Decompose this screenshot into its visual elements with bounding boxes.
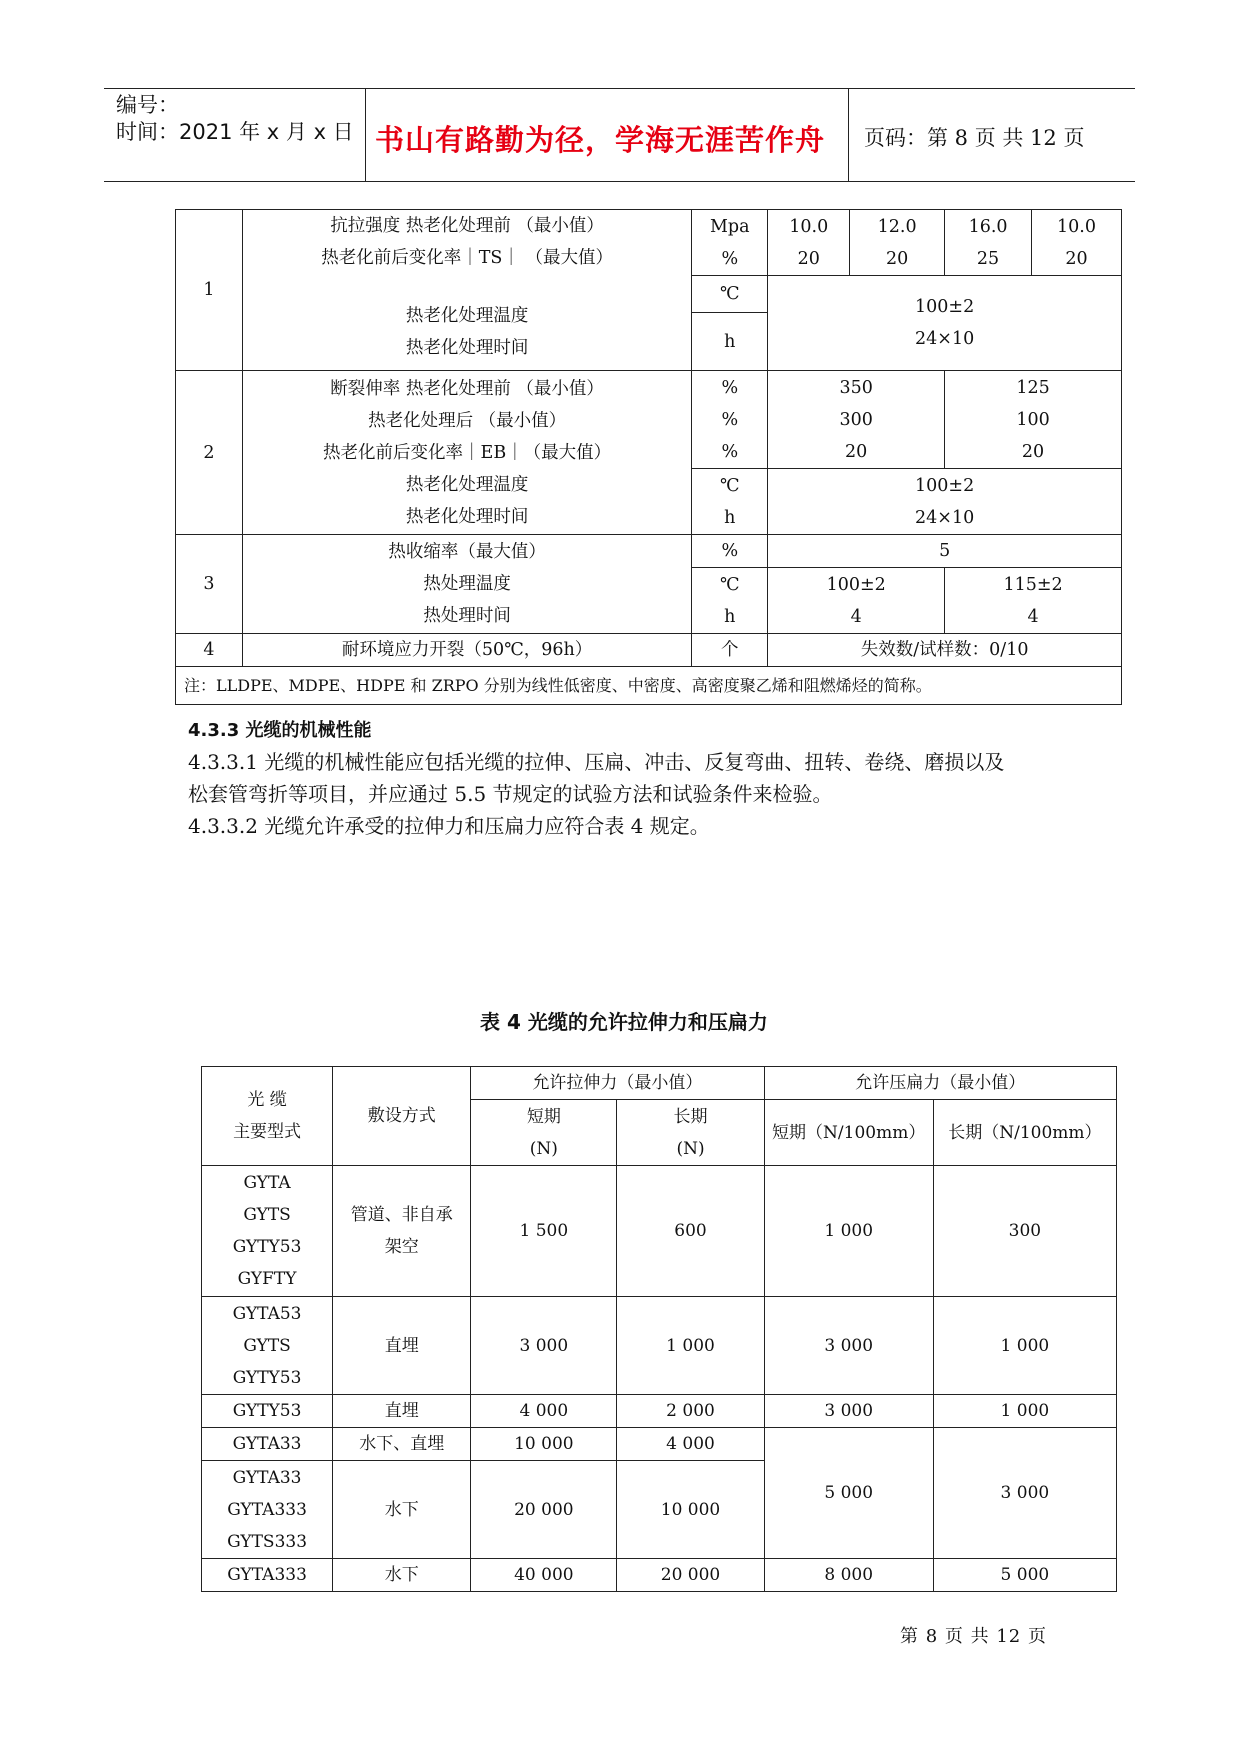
header-divider-left [365,88,366,181]
table-row [202,1559,1117,1592]
item-cell: 热收缩率（最大值） 热处理温度 热处理时间 [242,535,691,634]
header-cell: 短期（N/100mm） [764,1100,933,1166]
table-row [202,1297,1117,1395]
value-cell: 10.0 20 [768,210,850,276]
value-cell: 16.0 25 [945,210,1032,276]
header-row [202,1067,1117,1100]
section-heading: 4.3.3 光缆的机械性能 [188,720,372,741]
row-number: 4 [176,634,243,667]
value-cell: 2 000 [617,1395,764,1428]
row-number: 1 [176,210,243,371]
header-top-rule [104,88,1135,89]
table-row [202,1428,1117,1461]
value-cell: 1 500 [471,1166,617,1297]
tensile-crush-table [201,1066,1117,1592]
page-code: 页码：第 8 页 共 12 页 [864,126,1085,150]
motto: 书山有路勤为径，学海无涯苦作舟 [374,123,825,157]
value-cell: 失效数/试样数：0/10 [768,634,1122,667]
unit-cell: ℃ [692,276,768,313]
header-cell: 敷设方式 [333,1067,471,1166]
item-cell: 耐环境应力开裂（50℃，96h） [242,634,691,667]
value-cell: 10 000 [617,1461,764,1559]
value-cell: 1 000 [617,1297,764,1395]
value-cell: 1 000 [933,1297,1116,1395]
type-cell: GYTA33 [202,1428,333,1461]
value-cell: 12.0 20 [850,210,945,276]
condition-cell: 100±2 24×10 [768,469,1122,535]
value-cell: 4 000 [471,1395,617,1428]
header-bottom-rule [104,181,1135,182]
value-cell: 10 000 [471,1428,617,1461]
material-properties-table [175,209,1122,705]
value-cell: 3 000 [764,1297,933,1395]
paragraph-line: 4.3.3.2 光缆允许承受的拉伸力和压扁力应符合表 4 规定。 [188,814,710,838]
table-row [202,1395,1117,1428]
value-cell: 125 100 20 [945,371,1122,469]
unit-cell: Mpa % [692,210,768,276]
table-row [176,535,1122,568]
header-cell: 短期 (N) [471,1100,617,1166]
value-cell: 20 000 [471,1461,617,1559]
time-label: 时间：2021 年 x 月 x 日 [116,120,354,144]
value-cell: 40 000 [471,1559,617,1592]
value-cell: 100±2 4 [768,568,945,634]
method-cell: 管道、非自承 架空 [333,1166,471,1297]
header-divider-right [848,88,849,181]
value-cell: 350 300 20 [768,371,945,469]
value-cell: 115±2 4 [945,568,1122,634]
value-cell: 1 000 [933,1395,1116,1428]
value-cell: 1 000 [764,1166,933,1297]
table-row [202,1166,1117,1297]
page-footer: 第 8 页 共 12 页 [900,1626,1047,1647]
value-cell: 8 000 [764,1559,933,1592]
paragraph-line: 4.3.3.1 光缆的机械性能应包括光缆的拉伸、压扁、冲击、反复弯曲、扭转、卷绕、磨损以及 [188,750,1005,774]
type-cell: GYTA33 GYTA333 GYTS333 [202,1461,333,1559]
table-row [176,371,1122,469]
unit-cell: ℃ h [692,469,768,535]
table-row [176,667,1122,705]
unit-cell: % % % [692,371,768,469]
value-cell: 5 [768,535,1122,568]
type-cell: GYTA53 GYTS GYTY53 [202,1297,333,1395]
type-cell: GYTA333 [202,1559,333,1592]
method-cell: 直埋 [333,1297,471,1395]
header-cell: 光 缆 主要型式 [202,1067,333,1166]
value-cell: 20 000 [617,1559,764,1592]
row-number: 2 [176,371,243,535]
method-cell: 水下 [333,1461,471,1559]
value-cell: 3 000 [471,1297,617,1395]
unit-cell: 个 [692,634,768,667]
value-cell: 600 [617,1166,764,1297]
value-cell: 10.0 20 [1032,210,1122,276]
value-cell: 4 000 [617,1428,764,1461]
table-caption: 表 4 光缆的允许拉伸力和压扁力 [480,1010,768,1034]
value-cell: 300 [933,1166,1116,1297]
table-note: 注：LLDPE、MDPE、HDPE 和 ZRPO 分别为线性低密度、中密度、高密度聚乙烯和阻燃烯烃的简称。 [176,667,1122,705]
header-cell: 长期 (N) [617,1100,764,1166]
type-cell: GYTY53 [202,1395,333,1428]
item-cell: 断裂伸率 热老化处理前 （最小值） 热老化处理后 （最小值） 热老化前后变化率｜EB｜（最大值） 热老化处理温度 热老化处理时间 [242,371,691,535]
value-cell: 3 000 [764,1395,933,1428]
value-cell: 5 000 [764,1428,933,1559]
header-cell: 长期（N/100mm） [933,1100,1116,1166]
header-cell: 允许拉伸力（最小值） [471,1067,764,1100]
item-cell: 抗拉强度 热老化处理前 （最小值） 热老化前后变化率｜TS｜ （最大值） 热老化处理温度 热老化处理时间 [242,210,691,371]
header-cell: 允许压扁力（最小值） [764,1067,1116,1100]
method-cell: 直埋 [333,1395,471,1428]
unit-cell: h [692,313,768,371]
type-cell: GYTA GYTS GYTY53 GYFTY [202,1166,333,1297]
method-cell: 水下、直埋 [333,1428,471,1461]
condition-cell: 100±2 24×10 [768,276,1122,371]
unit-cell: % [692,535,768,568]
table-row [176,210,1122,276]
value-cell: 3 000 [933,1428,1116,1559]
serial-label: 编号： [116,93,179,117]
row-number: 3 [176,535,243,634]
value-cell: 5 000 [933,1559,1116,1592]
method-cell: 水下 [333,1559,471,1592]
unit-cell: ℃ h [692,568,768,634]
table-row [176,634,1122,667]
paragraph-line: 松套管弯折等项目，并应通过 5.5 节规定的试验方法和试验条件来检验。 [188,782,833,806]
